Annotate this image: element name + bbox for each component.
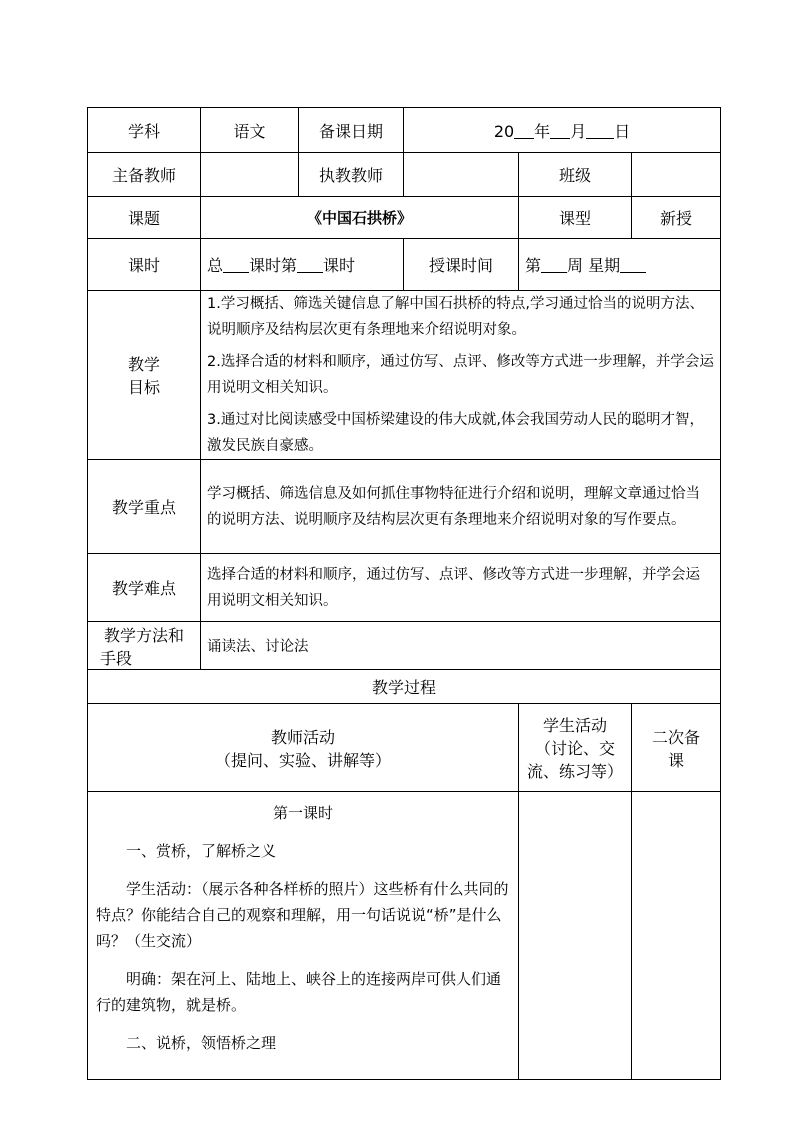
teaching-teacher-value[interactable] — [404, 153, 519, 197]
date-day-label: 日 — [614, 121, 631, 141]
class-value[interactable] — [632, 153, 721, 197]
row-methods — [88, 622, 721, 670]
key-points-text: 学习概括、筛选信息及如何抓住事物特征进行介绍和说明，理解文章通过恰当的说明方法、说明顺序及结构层次更有条理地来介绍说明对象的写作要点。 — [207, 485, 700, 528]
goal-item: 3.通过对比阅读感受中国桥梁建设的伟大成就,体会我国劳动人民的聪明才智，激发民族自豪感。 — [207, 412, 704, 454]
class-time-value — [519, 239, 721, 291]
class-label: 班级 — [519, 153, 632, 197]
difficulties-text: 选择合适的材料和顺序，通过仿写、点评、修改等方式进一步理解，并学会运用说明文相关知识。 — [207, 566, 700, 609]
student-header-line3: 流、练习等） — [526, 762, 623, 781]
lesson-plan-table — [87, 107, 721, 1080]
subject-value: 语文 — [201, 108, 299, 153]
teacher-activity-header — [88, 704, 519, 792]
week-unit: 周 星期 — [567, 256, 621, 275]
row-process-title — [88, 670, 721, 704]
nth-blank[interactable] — [297, 256, 323, 273]
second-header-line2: 课 — [668, 750, 685, 770]
type-value: 新授 — [632, 197, 721, 239]
row-subject — [88, 108, 721, 153]
student-activity-header — [519, 704, 632, 792]
prep-date-value — [404, 108, 721, 153]
prep-date-label: 备课日期 — [299, 108, 404, 153]
lead-teacher-label: 主备教师 — [88, 153, 201, 197]
class-time-label: 授课时间 — [404, 239, 519, 291]
second-prep-header — [632, 704, 721, 792]
process-title: 教学过程 — [88, 670, 721, 704]
week-blank[interactable] — [541, 256, 567, 273]
teaching-teacher-label: 执教教师 — [299, 153, 404, 197]
second-prep-content[interactable] — [632, 792, 721, 1080]
date-month-label: 月 — [570, 121, 587, 141]
row-topic — [88, 197, 721, 239]
month-blank[interactable] — [550, 122, 570, 139]
lesson-title: 第一课时 — [272, 804, 333, 822]
teacher-header-line2: （提问、实验、讲解等） — [214, 750, 391, 770]
goal-item: 2.选择合适的材料和顺序，通过仿写、点评、修改等方式进一步理解，并学会运用说明文相关知识。 — [207, 354, 714, 396]
row-teachers — [88, 153, 721, 197]
date-prefix: 20 — [493, 121, 515, 141]
goals-label-line2: 目标 — [127, 378, 160, 397]
goals-label — [88, 291, 201, 460]
period-unit2: 课时 — [323, 256, 356, 275]
period-value — [201, 239, 404, 291]
lead-teacher-value[interactable] — [201, 153, 299, 197]
weekday-blank[interactable] — [620, 256, 646, 273]
total-blank[interactable] — [223, 256, 249, 273]
student-activity-content[interactable] — [519, 792, 632, 1080]
teacher-activity-content — [88, 792, 519, 1080]
lesson-para: 一、赏桥，了解桥之义 — [126, 842, 277, 860]
key-points-content — [201, 460, 721, 554]
row-lesson-content — [88, 792, 721, 1080]
day-blank[interactable] — [586, 122, 614, 139]
key-points-label: 教学重点 — [88, 460, 201, 554]
goals-content — [201, 291, 721, 460]
type-label: 课型 — [519, 197, 632, 239]
goal-item: 1.学习概括、筛选关键信息了解中国石拱桥的特点,学习通过恰当的说明方法、说明顺序及结构层次更有条理地来介绍说明对象。 — [207, 296, 704, 338]
lesson-para: 明确：架在河上、陆地上、峡谷上的连接两岸可供人们通行的建筑物，就是桥。 — [96, 970, 502, 1014]
row-goals — [88, 291, 721, 460]
subject-label: 学科 — [88, 108, 201, 153]
row-difficulties — [88, 554, 721, 622]
goals-label-line1: 教学 — [127, 355, 160, 374]
methods-label — [88, 622, 201, 670]
period-label: 课时 — [88, 239, 201, 291]
row-process-headers — [88, 704, 721, 792]
topic-label: 课题 — [88, 197, 201, 239]
methods-label-line1: 教学方法和 — [103, 625, 184, 645]
week-prefix: 第 — [525, 256, 542, 275]
teacher-header-line1: 教师活动 — [270, 727, 335, 747]
lesson-para: 二、说桥，领悟桥之理 — [126, 1034, 277, 1052]
period-total: 总 — [207, 256, 224, 275]
methods-content: 诵读法、讨论法 — [201, 622, 721, 670]
topic-value: 《中国石拱桥》 — [201, 197, 519, 239]
lesson-para: 学生活动：（展示各种各样桥的照片）这些桥有什么共同的特点？你能结合自己的观察和理解，用一句话说说“桥”是什么吗？（生交流） — [96, 880, 509, 950]
methods-label-line2: 手段 — [100, 648, 133, 668]
year-blank[interactable] — [514, 122, 534, 139]
difficulties-label: 教学难点 — [88, 554, 201, 622]
date-year-label: 年 — [534, 121, 551, 141]
row-period — [88, 239, 721, 291]
difficulties-content — [201, 554, 721, 622]
student-header-line2: （讨论、交 — [534, 739, 615, 758]
row-key-points — [88, 460, 721, 554]
period-unit1: 课时第 — [249, 256, 298, 275]
second-header-line1: 二次备 — [652, 727, 701, 747]
student-header-line1: 学生活动 — [542, 716, 607, 735]
